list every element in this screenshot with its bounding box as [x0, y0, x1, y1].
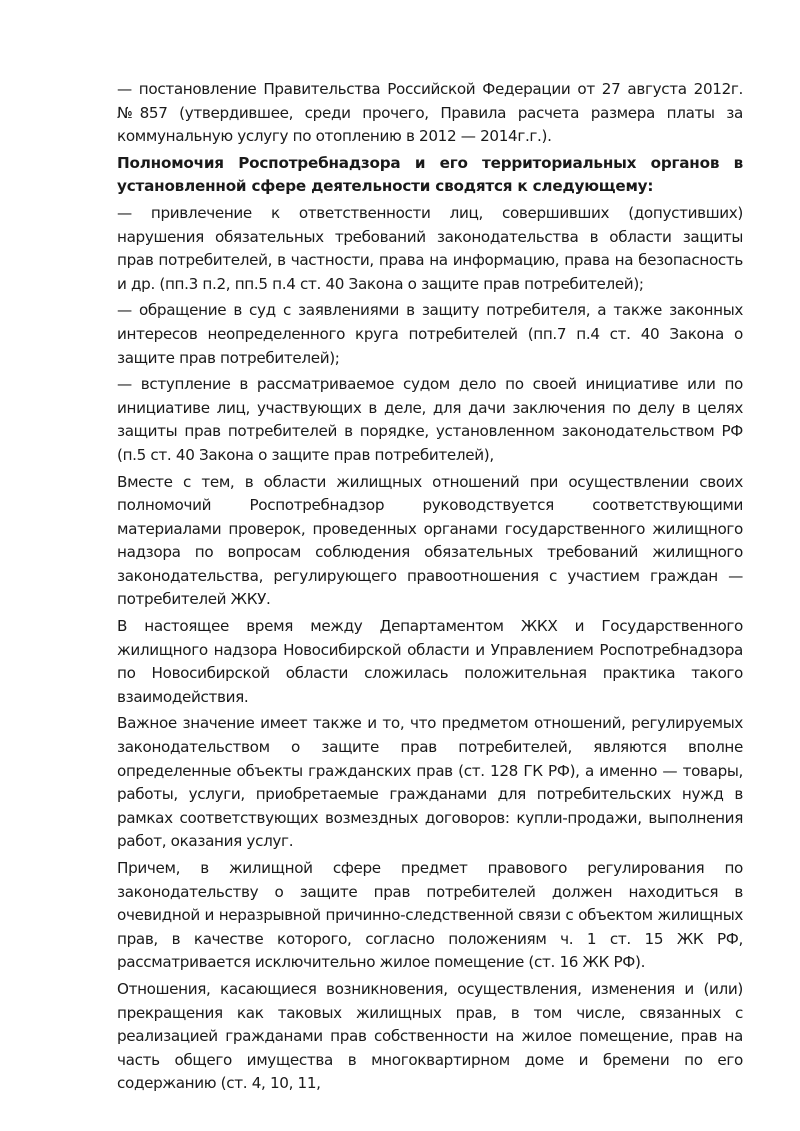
paragraph-cooperation: В настоящее время между Департаментом ЖКХ и Государственного жилищного надзора Новосибирской области и Управлением Роспотребнадзора по Новосибирской области сложилась положительная практика такого взаимодействия.: [117, 617, 743, 706]
paragraph-court-entry: — вступление в рассматриваемое судом дело по своей инициативе или по инициативе лиц, участвующих в деле, для дачи заключения по делу в целях защиты прав потребителей в порядке, установленном законодательством РФ (п.5 ст. 40 Закона о защите прав потребителей),: [117, 375, 743, 464]
paragraph-subject-of-relations: Важное значение имеет также и то, что предметом отношений, регулируемых законодательством о защите прав потребителей, являются вполне определенные объекты гражданских прав (ст. 128 ГК РФ), а именно — товары, работы, услуги, приобретаемые гражданами для потребительских нужд в рамках соответствующих возмездных договоров: купли-продажи, выполнения работ, оказания услуг.: [117, 714, 743, 851]
paragraph-liability: — привлечение к ответственности лиц, совершивших (допустивших) нарушения обязательных требований законодательства в области защиты прав потребителей, в частности, права на информацию, права на безопасность и др. (пп.3 п.2, пп.5 п.4 ст. 40 Закона о защите прав потребителей);: [117, 203, 743, 293]
paragraph-housing-sphere: Причем, в жилищной сфере предмет правового регулирования по законодательству о защите прав потребителей должен находиться в очевидной и неразрывной причинно-следственной связи с объектом жилищных прав, в качестве которого, согласно положениям ч. 1 ст. 15 ЖК РФ, рассматривается исключительно жилое помещение (ст. 16 ЖК РФ).: [117, 859, 743, 972]
paragraph-decree: — постановление Правительства Российской Федерации от 27 августа 2012г. №857 (утвердившее, среди прочего, Правила расчета размера платы за коммунальную услугу по отоплению в 2012 — 2014г.г.).: [117, 80, 743, 146]
paragraph-court-appeal: — обращение в суд с заявлениями в защиту потребителя, а также законных интересов неопределенного круга потребителей (пп.7 п.4 ст. 40 Закона о защите прав потребителей);: [117, 301, 743, 367]
paragraph-heading-powers: Полномочия Роспотребнадзора и его территориальных органов в установленной сфере деятельности сводятся к следующему:: [117, 153, 743, 196]
paragraph-housing-relations: Вместе с тем, в области жилищных отношений при осуществлении своих полномочий Роспотребнадзор руководствуется соответствующими материалами проверок, проведенных органами государственного жилищного надзора по вопросам соблюдения обязательных требований жилищного законодательства, регулирующего правоотношения с участием граждан — потребителей ЖКУ.: [117, 472, 743, 609]
document-page: [117, 78, 743, 1099]
paragraph-housing-rights: Отношения, касающиеся возникновения, осуществления, изменения и (или) прекращения как таковых жилищных прав, в том числе, связанных с реализацией гражданами прав собственности на жилое помещение, прав на часть общего имущества в многоквартирном доме и бремени по его содержанию (ст. 4, 10, 11,: [117, 979, 743, 1093]
